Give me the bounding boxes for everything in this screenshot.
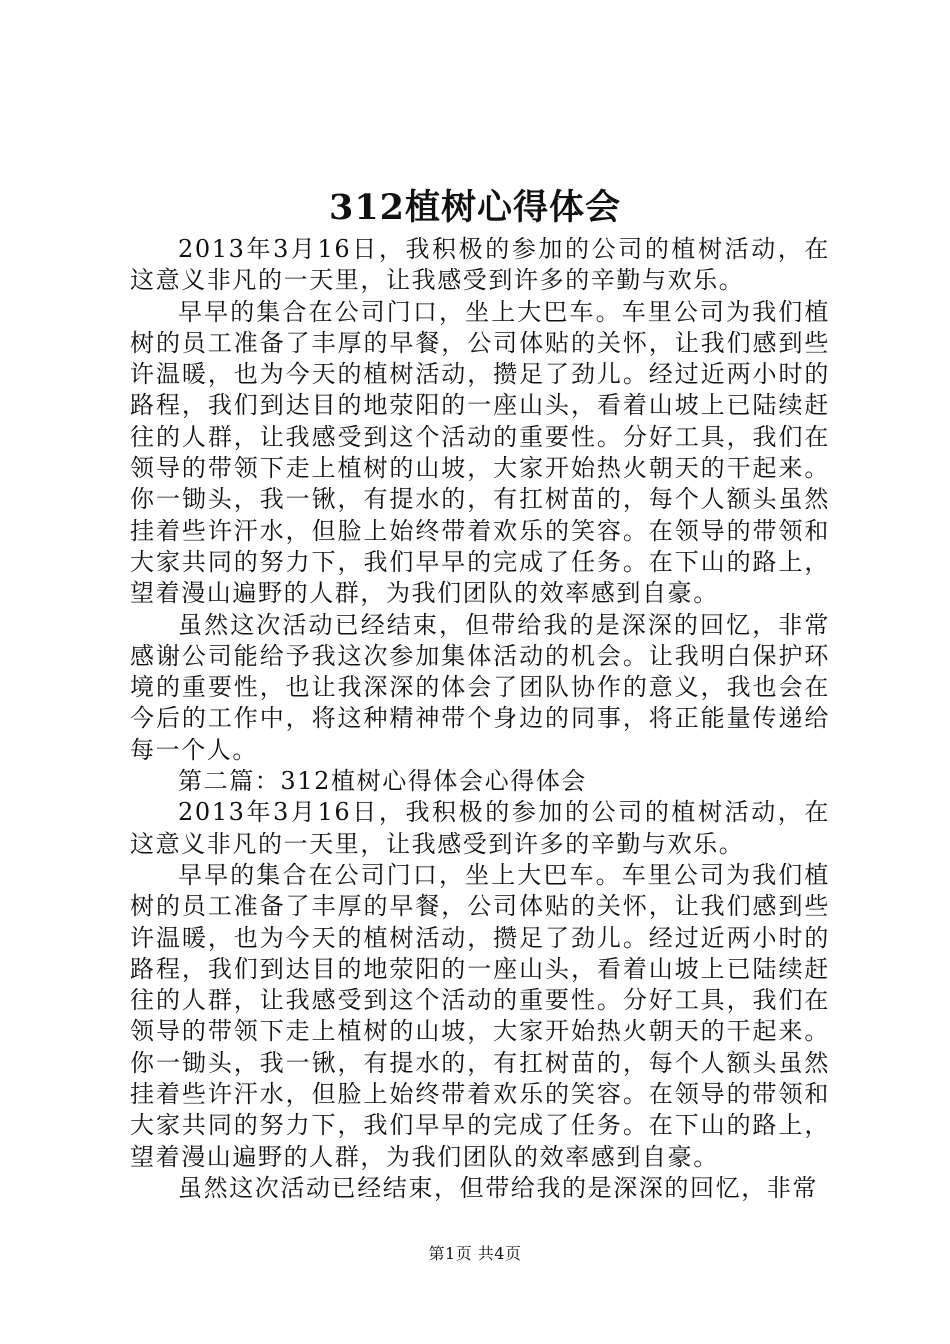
page-footer: 第1页 共4页: [428, 1244, 522, 1263]
document-title: 312植树心得体会: [328, 187, 622, 228]
paragraph-intro: 2013年3月16日，我积极的参加的公司的植树活动，在这意义非凡的一天里，让我感受到许多的辛勤与欢乐。: [130, 235, 830, 295]
section-2-paragraph-conclusion: 虽然这次活动已经结束，但带给我的是深深的回忆，非常: [178, 1173, 818, 1202]
section-2-paragraph-activity: 早早的集合在公司门口，坐上大巴车。车里公司为我们植树的员工准备了丰厚的早餐，公司体贴的关怀，让我们感到些许温暖，也为今天的植树活动，攒足了劲儿。经过近两小时的路程，我们到达目的地荥阳的一座山头，看着山坡上已陆续赶往的人群，让我感受到这个活动的重要性。分好工具，我们在领导的带领下走上植树的山坡，大家开始热火朝天的干起来。你一锄头，我一锹，有提水的，有扛树苗的，每个人额头虽然挂着些许汗水，但脸上始终带着欢乐的笑容。在领导的带领和大家共同的努力下，我们早早的完成了任务。在下山的路上，望着漫山遍野的人群，为我们团队的效率感到自豪。: [130, 860, 830, 1171]
section-2-heading: 第二篇：312植树心得体会心得体会: [178, 767, 588, 796]
document-body: [130, 234, 830, 1204]
section-2-paragraph-intro: 2013年3月16日，我积极的参加的公司的植树活动，在这意义非凡的一天里，让我感受到许多的辛勤与欢乐。: [130, 798, 830, 858]
paragraph-activity: 早早的集合在公司门口，坐上大巴车。车里公司为我们植树的员工准备了丰厚的早餐，公司体贴的关怀，让我们感到些许温暖，也为今天的植树活动，攒足了劲儿。经过近两小时的路程，我们到达目的地荥阳的一座山头，看着山坡上已陆续赶往的人群，让我感受到这个活动的重要性。分好工具，我们在领导的带领下走上植树的山坡，大家开始热火朝天的干起来。你一锄头，我一锹，有提水的，有扛树苗的，每个人额头虽然挂着些许汗水，但脸上始终带着欢乐的笑容。在领导的带领和大家共同的努力下，我们早早的完成了任务。在下山的路上，望着漫山遍野的人群，为我们团队的效率感到自豪。: [130, 297, 830, 608]
paragraph-conclusion: 虽然这次活动已经结束，但带给我的是深深的回忆，非常感谢公司能给予我这次参加集体活动的机会。让我明白保护环境的重要性，也让我深深的体会了团队协作的意义，我也会在今后的工作中，将这种精神带个身边的同事，将正能量传递给每一个人。: [130, 610, 830, 764]
